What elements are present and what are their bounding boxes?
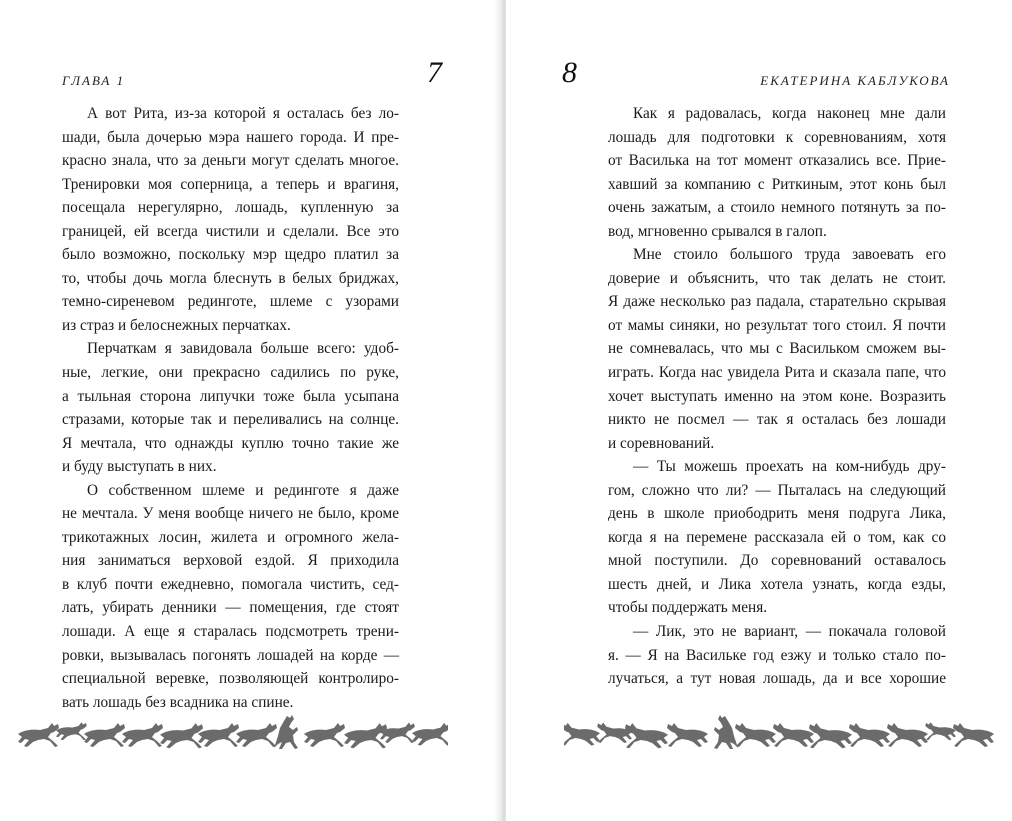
rearing-horse-icon bbox=[274, 715, 298, 749]
text-line: Я мечтала, что однажды куплю точно такие же bbox=[62, 434, 399, 452]
text-line: Я даже несколько раз падала, старательно скрывая bbox=[608, 293, 946, 311]
page-number-right: 8 bbox=[562, 56, 577, 89]
text-line: ния заниматься верховой ездой. Я приходила bbox=[62, 552, 399, 570]
text-line: лошади. А еще я старалась подсмотреть трени- bbox=[62, 623, 399, 641]
left-page-text bbox=[62, 102, 399, 714]
galloping-horse-icon bbox=[773, 723, 814, 747]
left-page bbox=[0, 0, 502, 821]
galloping-horse-icon bbox=[667, 723, 708, 747]
galloping-horse-icon bbox=[18, 723, 59, 747]
text-line: чтобы поддержать меня. bbox=[608, 599, 768, 617]
text-line: трикотажных лосин, жилета и огромного жела- bbox=[62, 528, 399, 546]
text-line: очень зажатым, а стоило немного потянуть за по- bbox=[608, 199, 946, 217]
text-line: было возможно, поскольку мэр щедро платил за bbox=[62, 246, 399, 264]
galloping-horse-icon bbox=[344, 723, 387, 748]
text-line: шесть дней, и Лика хотела узнать, когда езды, bbox=[608, 575, 946, 593]
text-line: когда я на перемене рассказала ей о том, как со bbox=[608, 528, 946, 546]
text-line: никто не посмел — так я осталась без лошади bbox=[608, 411, 946, 429]
text-line: стразами, которые так и переливались на солнце. bbox=[62, 411, 399, 429]
text-line: от мамы синяки, но результат того стоил. Я почти bbox=[608, 316, 946, 334]
galloping-horse-icon bbox=[735, 723, 776, 747]
horse-frieze-ornament bbox=[18, 708, 448, 752]
text-line: то, чтобы дочь могла блеснуть в белых бриджах, bbox=[62, 269, 399, 287]
text-line: границей, ей всегда чистили и сделали. Все это bbox=[62, 222, 399, 240]
text-line: а тыльная сторона липучки тоже была усыпана bbox=[62, 387, 399, 405]
text-line: и буду выступать в них. bbox=[62, 458, 217, 476]
text-line: я. — Я на Васильке год езжу и только стало по- bbox=[608, 646, 946, 664]
galloping-horse-icon bbox=[887, 723, 928, 747]
text-line: красно знала, что за деньги могут сделать многое. bbox=[62, 152, 399, 170]
text-line: не мечтала. У меня вообще ничего не было, кроме bbox=[62, 505, 399, 523]
text-line: Тренировки моя соперница, а теперь и врагиня, bbox=[62, 175, 399, 193]
galloping-horse-icon bbox=[236, 723, 277, 747]
text-line: лошадь для подготовки к соревнованиям, хотя bbox=[608, 128, 946, 146]
text-line: от Василька на тот момент отказались все. Прие- bbox=[608, 152, 946, 170]
galloping-horse-icon bbox=[925, 722, 956, 740]
text-line: Мне стоило большого труда завоевать его bbox=[633, 246, 946, 264]
text-line: в клуб почти ежедневно, помогала чистить, сед- bbox=[62, 575, 399, 593]
galloping-horse-icon bbox=[849, 723, 890, 747]
text-line: О собственном шлеме и рединготе я даже bbox=[87, 481, 399, 499]
galloping-horse-icon bbox=[953, 723, 994, 747]
text-line: из страз и белоснежных перчатках. bbox=[62, 316, 291, 334]
text-line: вод, мгновенно срывался в галоп. bbox=[608, 222, 827, 240]
text-line: ные, легкие, они прекрасно садились по руке, bbox=[62, 364, 399, 382]
text-line: мной поступили. До соревнований оставалось bbox=[608, 552, 946, 570]
text-line: и соревнований. bbox=[608, 434, 715, 452]
rearing-horse-icon bbox=[714, 715, 738, 749]
galloping-horse-icon bbox=[809, 723, 852, 748]
running-head-right: ЕКАТЕРИНА КАБЛУКОВА bbox=[760, 73, 950, 88]
text-line: гом, сложно что ли? — Пыталась на следующий bbox=[608, 481, 946, 499]
galloping-horse-icon bbox=[122, 723, 163, 747]
text-line: шади, была дочерью мэра нашего города. И пре- bbox=[62, 128, 399, 146]
running-head-left: ГЛАВА 1 bbox=[62, 73, 126, 88]
galloping-horse-icon bbox=[412, 723, 448, 746]
text-line: играть. Когда нас увидела Рита и сказала папе, что bbox=[608, 364, 946, 382]
galloping-horse-icon bbox=[84, 723, 125, 747]
horse-frieze-ornament bbox=[564, 708, 994, 752]
text-line: ровки, вызывалась погонять лошадей на корде — bbox=[62, 646, 399, 664]
text-line: лать, убирать денники — помещения, где стоят bbox=[62, 599, 399, 617]
text-line: — Лик, это не вариант, — покачала головой bbox=[633, 623, 946, 641]
page-number-left: 7 bbox=[427, 56, 442, 89]
galloping-horse-icon bbox=[56, 722, 87, 740]
text-line: хавший за компанию с Риткиным, этот конь был bbox=[608, 175, 946, 193]
galloping-horse-icon bbox=[625, 723, 668, 748]
galloping-horse-icon bbox=[564, 723, 600, 746]
text-line: специальной веревке, позволяющей контролиро- bbox=[62, 670, 399, 688]
text-line: не сомневалась, что мы с Васильком сможем вы- bbox=[608, 340, 946, 358]
text-line: лучаться, а тут новая лошадь, да и все хорошие bbox=[608, 670, 946, 688]
text-line: день в школе приободрить меня подруга Лика, bbox=[608, 505, 946, 523]
galloping-horse-icon bbox=[304, 723, 345, 747]
text-line: доверие и объяснить, что так делать не стоит. bbox=[608, 269, 946, 287]
text-line: Как я радовалась, когда наконец мне дали bbox=[633, 105, 946, 122]
text-line: — Ты можешь проехать на ком-нибудь дру- bbox=[633, 458, 946, 476]
text-line: А вот Рита, из-за которой я осталась без ло- bbox=[87, 105, 399, 122]
right-page-text bbox=[608, 102, 946, 691]
galloping-horse-icon bbox=[198, 723, 239, 747]
text-line: вать лошадь без всадника на спине. bbox=[62, 693, 294, 711]
right-page bbox=[506, 0, 1012, 821]
text-line: темно-сиреневом рединготе, шлеме с узорами bbox=[62, 293, 399, 311]
galloping-horse-icon bbox=[160, 723, 203, 748]
text-line: посещала нерегулярно, лошадь, купленную за bbox=[62, 199, 399, 217]
text-line: хочет выступать именно на этом коне. Возразить bbox=[608, 387, 946, 405]
text-line: Перчаткам я завидовала больше всего: удоб- bbox=[87, 340, 399, 358]
